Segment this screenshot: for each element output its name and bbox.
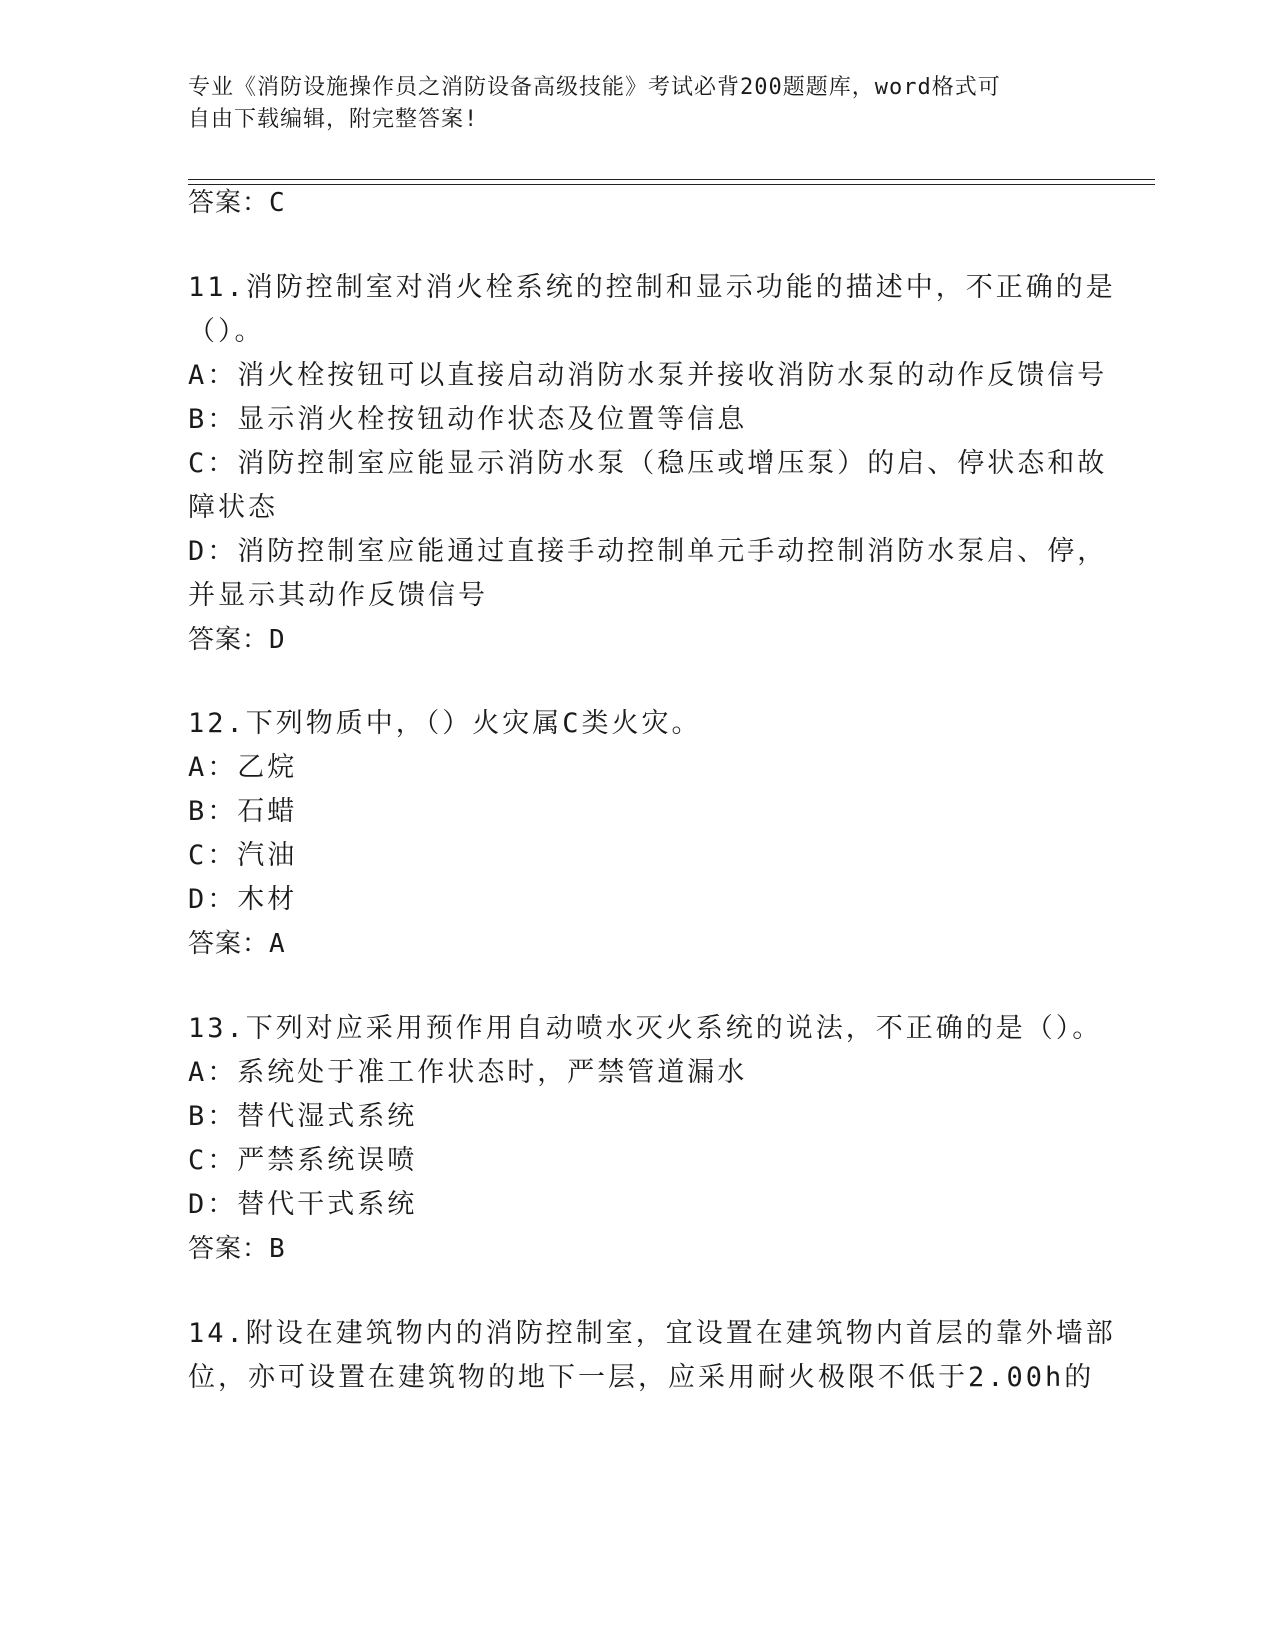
q11-option-c-line-2: 障状态 <box>188 492 278 523</box>
header-line-1: 专业《消防设施操作员之消防设备高级技能》考试必背200题题库，word格式可 <box>188 75 1001 100</box>
q11-answer: 答案：D <box>188 625 286 655</box>
q13-option-a: A：系统处于准工作状态时，严禁管道漏水 <box>188 1057 748 1088</box>
q11-option-c-line-1: C：消防控制室应能显示消防水泵（稳压或增压泵）的启、停状态和故 <box>188 448 1108 479</box>
q12-option-d: D：木材 <box>188 884 298 915</box>
q11-option-a: A：消火栓按钮可以直接启动消防水泵并接收消防水泵的动作反馈信号 <box>188 360 1108 391</box>
q14-stem-line-1: 14.附设在建筑物内的消防控制室，宜设置在建筑物内首层的靠外墙部 <box>188 1318 1116 1349</box>
header-rule-top <box>188 179 1155 180</box>
q12-option-b: B：石蜡 <box>188 796 298 827</box>
q13-answer: 答案：B <box>188 1234 286 1264</box>
q11-option-b: B：显示消火栓按钮动作状态及位置等信息 <box>188 404 748 435</box>
q14-stem-line-2: 位，亦可设置在建筑物的地下一层，应采用耐火极限不低于2.00h的 <box>188 1362 1095 1393</box>
q12-option-c: C：汽油 <box>188 840 298 871</box>
q12-stem: 12.下列物质中，（）火灾属C类火灾。 <box>188 708 702 739</box>
q11-stem-line-1: 11.消防控制室对消火栓系统的控制和显示功能的描述中，不正确的是 <box>188 272 1116 303</box>
q11-option-d-line-2: 并显示其动作反馈信号 <box>188 580 488 611</box>
q13-option-b: B：替代湿式系统 <box>188 1101 418 1132</box>
q11-stem-line-2: （）。 <box>188 316 265 347</box>
q12-answer: 答案：A <box>188 929 286 959</box>
q13-stem: 13.下列对应采用预作用自动喷水灭火系统的说法，不正确的是（）。 <box>188 1013 1103 1044</box>
q12-option-a: A：乙烷 <box>188 752 298 783</box>
header-line-2: 自由下载编辑，附完整答案! <box>188 107 479 132</box>
q11-option-d-line-1: D：消防控制室应能通过直接手动控制单元手动控制消防水泵启、停， <box>188 536 1108 567</box>
document-header <box>188 72 1068 136</box>
prev-answer: 答案：C <box>188 188 286 218</box>
header-rule-bottom <box>188 184 1155 185</box>
q13-option-d: D：替代干式系统 <box>188 1189 418 1220</box>
q13-option-c: C：严禁系统误喷 <box>188 1145 418 1176</box>
